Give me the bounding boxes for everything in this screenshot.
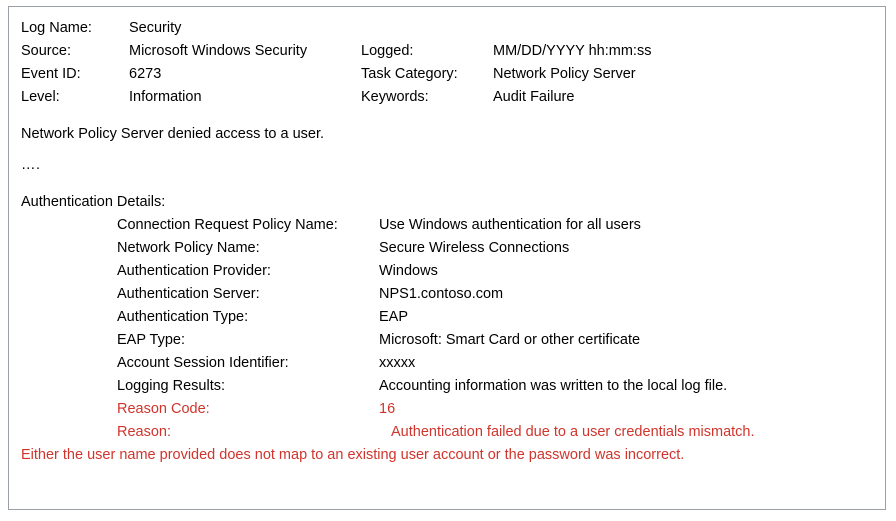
detail-key: Network Policy Name: [117,240,260,256]
detail-key: EAP Type: [117,332,185,348]
detail-key: Authentication Server: [117,286,260,302]
detail-value-reason-code: 16 [379,401,396,417]
error-explanation-text: Either the user name provided does not map to an existing user account or the password was incorrect. [21,447,685,463]
detail-value-reason: Authentication failed due to a user credentials mismatch. [391,424,755,440]
field-label-row1-right [361,17,491,40]
field-value-source: Microsoft Windows Security [129,43,308,59]
detail-key: Connection Request Policy Name: [117,217,338,233]
field-value-event-id: 6273 [129,66,162,82]
authentication-details-title: Authentication Details: [21,194,166,210]
detail-value: Microsoft: Smart Card or other certificate [379,332,641,348]
field-label-logged: Logged: [361,43,414,59]
detail-key: Authentication Provider: [117,263,271,279]
field-label-level: Level: [21,89,60,105]
field-value-log-name: Security [129,20,182,36]
event-content [21,17,875,503]
detail-key-reason: Reason: [117,424,172,440]
field-value-task-category: Network Policy Server [493,66,636,82]
field-value-row1-right [491,17,875,40]
detail-value: xxxxx [379,355,416,371]
detail-key: Authentication Type: [117,309,249,325]
field-label-event-id: Event ID: [21,66,81,82]
field-label-log-name: Log Name: [21,20,92,36]
field-label-task-category: Task Category: [361,66,458,82]
detail-key: Account Session Identifier: [117,355,289,371]
event-header-grid [21,17,875,109]
field-value-level: Information [129,89,202,105]
detail-value: Windows [379,263,438,279]
field-label-keywords: Keywords: [361,89,429,105]
detail-key: Logging Results: [117,378,226,394]
detail-value: NPS1.contoso.com [379,286,504,302]
detail-value: Secure Wireless Connections [379,240,570,256]
field-value-logged: MM/DD/YYYY hh:mm:ss [493,43,652,59]
detail-key-reason-code: Reason Code: [117,401,210,417]
event-summary-text: Network Policy Server denied access to a user. [21,126,325,142]
ellipsis-text: …. [21,157,41,173]
field-value-keywords: Audit Failure [493,89,575,105]
detail-value: EAP [379,309,409,325]
field-label-source: Source: [21,43,71,59]
event-properties-box [8,6,886,510]
authentication-details-list [117,214,875,444]
detail-value: Accounting information was written to the local log file. [379,378,728,394]
detail-value: Use Windows authentication for all users [379,217,641,233]
